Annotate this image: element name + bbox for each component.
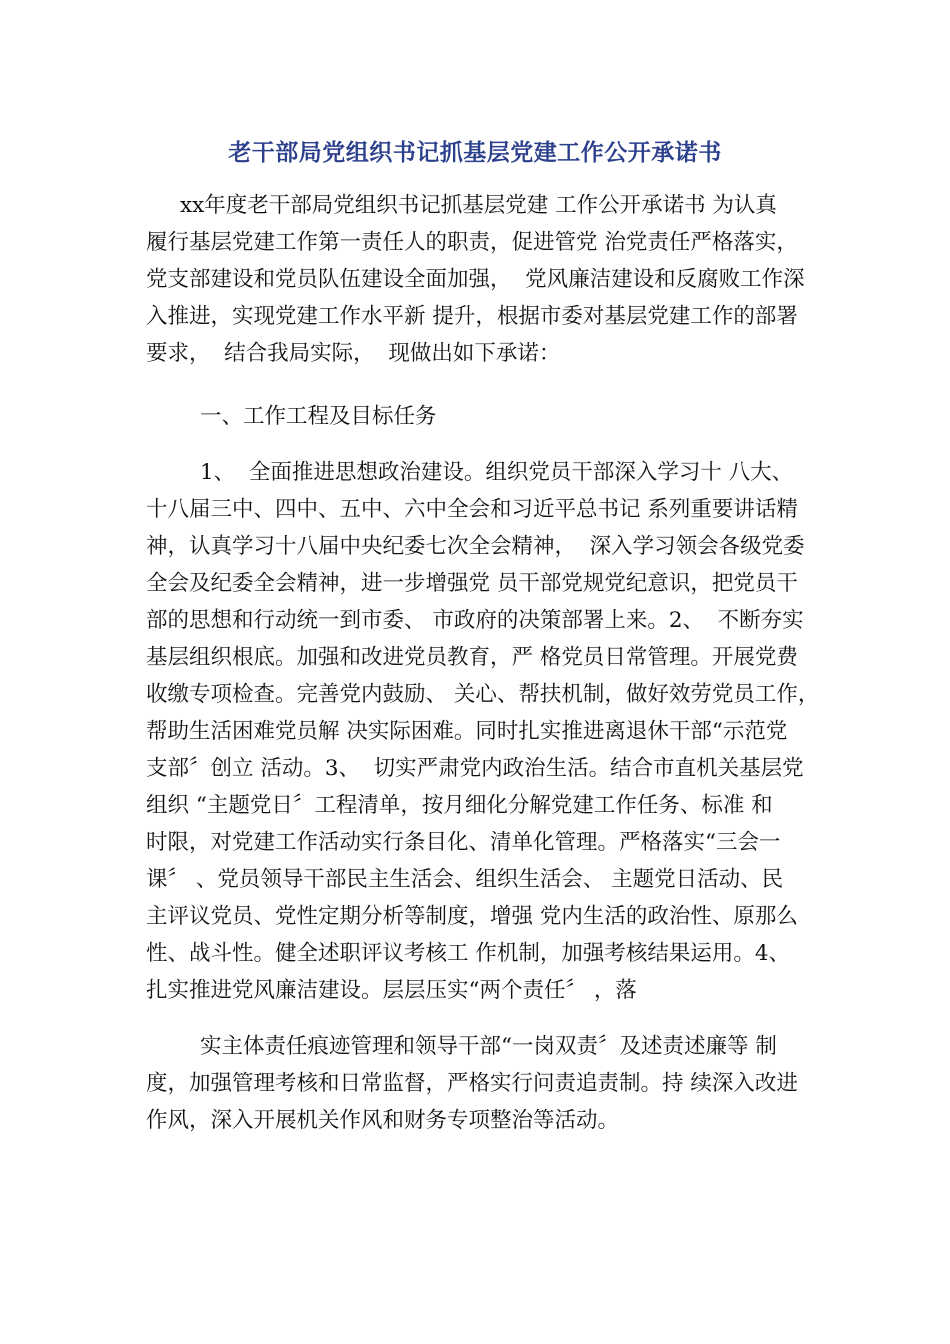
paragraph-line: 十八届三中、四中、五中、六中全会和习近平总书记 系列重要讲话精	[146, 497, 798, 522]
paragraph-line: 党支部建设和党员队伍建设全面加强， 党风廉洁建设和反腐败工作深	[146, 267, 805, 292]
paragraph-line: 要求， 结合我局实际， 现做出如下承诺：	[146, 341, 561, 366]
paragraph-line: 1、 全面推进思想政治建设。组织党员干部深入学习十 八大、	[200, 460, 794, 485]
paragraph-line: 时限，对党建工作活动实行条目化、清单化管理。严格落实“三会一	[146, 830, 781, 855]
paragraph-line: xx年度老干部局党组织书记抓基层党建 工作公开承诺书 为认真	[180, 193, 777, 218]
paragraph-line: 部的思想和行动统一到市委、 市政府的决策部署上来。2、 不断夯实	[146, 608, 804, 633]
paragraph-line: 作风，深入开展机关作风和财务专项整治等活动。	[146, 1108, 620, 1133]
document-title: 老干部局党组织书记抓基层党建工作公开承诺书	[228, 140, 722, 166]
paragraph-line: 基层组织根底。加强和改进党员教育，严 格党员日常管理。开展党费	[146, 645, 798, 670]
paragraph-line: 扎实推进党风廉洁建设。层层压实“两个责任〞 ，落	[146, 978, 637, 1003]
paragraph-line: 组织 “主题党日〞工程清单，按月细化分解党建工作任务、标准 和	[146, 793, 773, 818]
paragraph-line: 入推进，实现党建工作水平新 提升，根据市委对基层党建工作的部署	[146, 304, 798, 329]
paragraph-line: 主评议党员、党性定期分析等制度，增强 党内生活的政治性、原那么	[146, 904, 798, 929]
paragraph-line: 课〞 、党员领导干部民主生活会、组织生活会、 主题党日活动、民	[146, 867, 784, 892]
paragraph-line: 度，加强管理考核和日常监督，严格实行问责追责制。持 续深入改进	[146, 1071, 798, 1096]
paragraph-line: 实主体责任痕迹管理和领导干部“一岗双责〞及述责述廉等 制	[200, 1034, 777, 1059]
paragraph-line: 履行基层党建工作第一责任人的职责，促进管党 治党责任严格落实，	[146, 230, 798, 255]
paragraph-line: 帮助生活困难党员解 决实际困难。同时扎实推进离退休干部“示范党	[146, 719, 788, 744]
paragraph-line: 性、战斗性。健全述职评议考核工 作机制，加强考核结果运用。4、	[146, 941, 791, 966]
paragraph-line: 支部〞创立 活动。3、 切实严肃党内政治生活。结合市直机关基层党	[146, 756, 804, 781]
paragraph-line: 全会及纪委全会精神，进一步增强党 员干部党规党纪意识，把党员干	[146, 571, 798, 596]
paragraph-line: 收缴专项检查。完善党内鼓励、 关心、帮扶机制，做好效劳党员工作，	[146, 682, 820, 707]
paragraph-line: 神，认真学习十八届中央纪委七次全会精神， 深入学习领会各级党委	[146, 534, 805, 559]
section-heading: 一、工作工程及目标任务	[200, 404, 437, 429]
